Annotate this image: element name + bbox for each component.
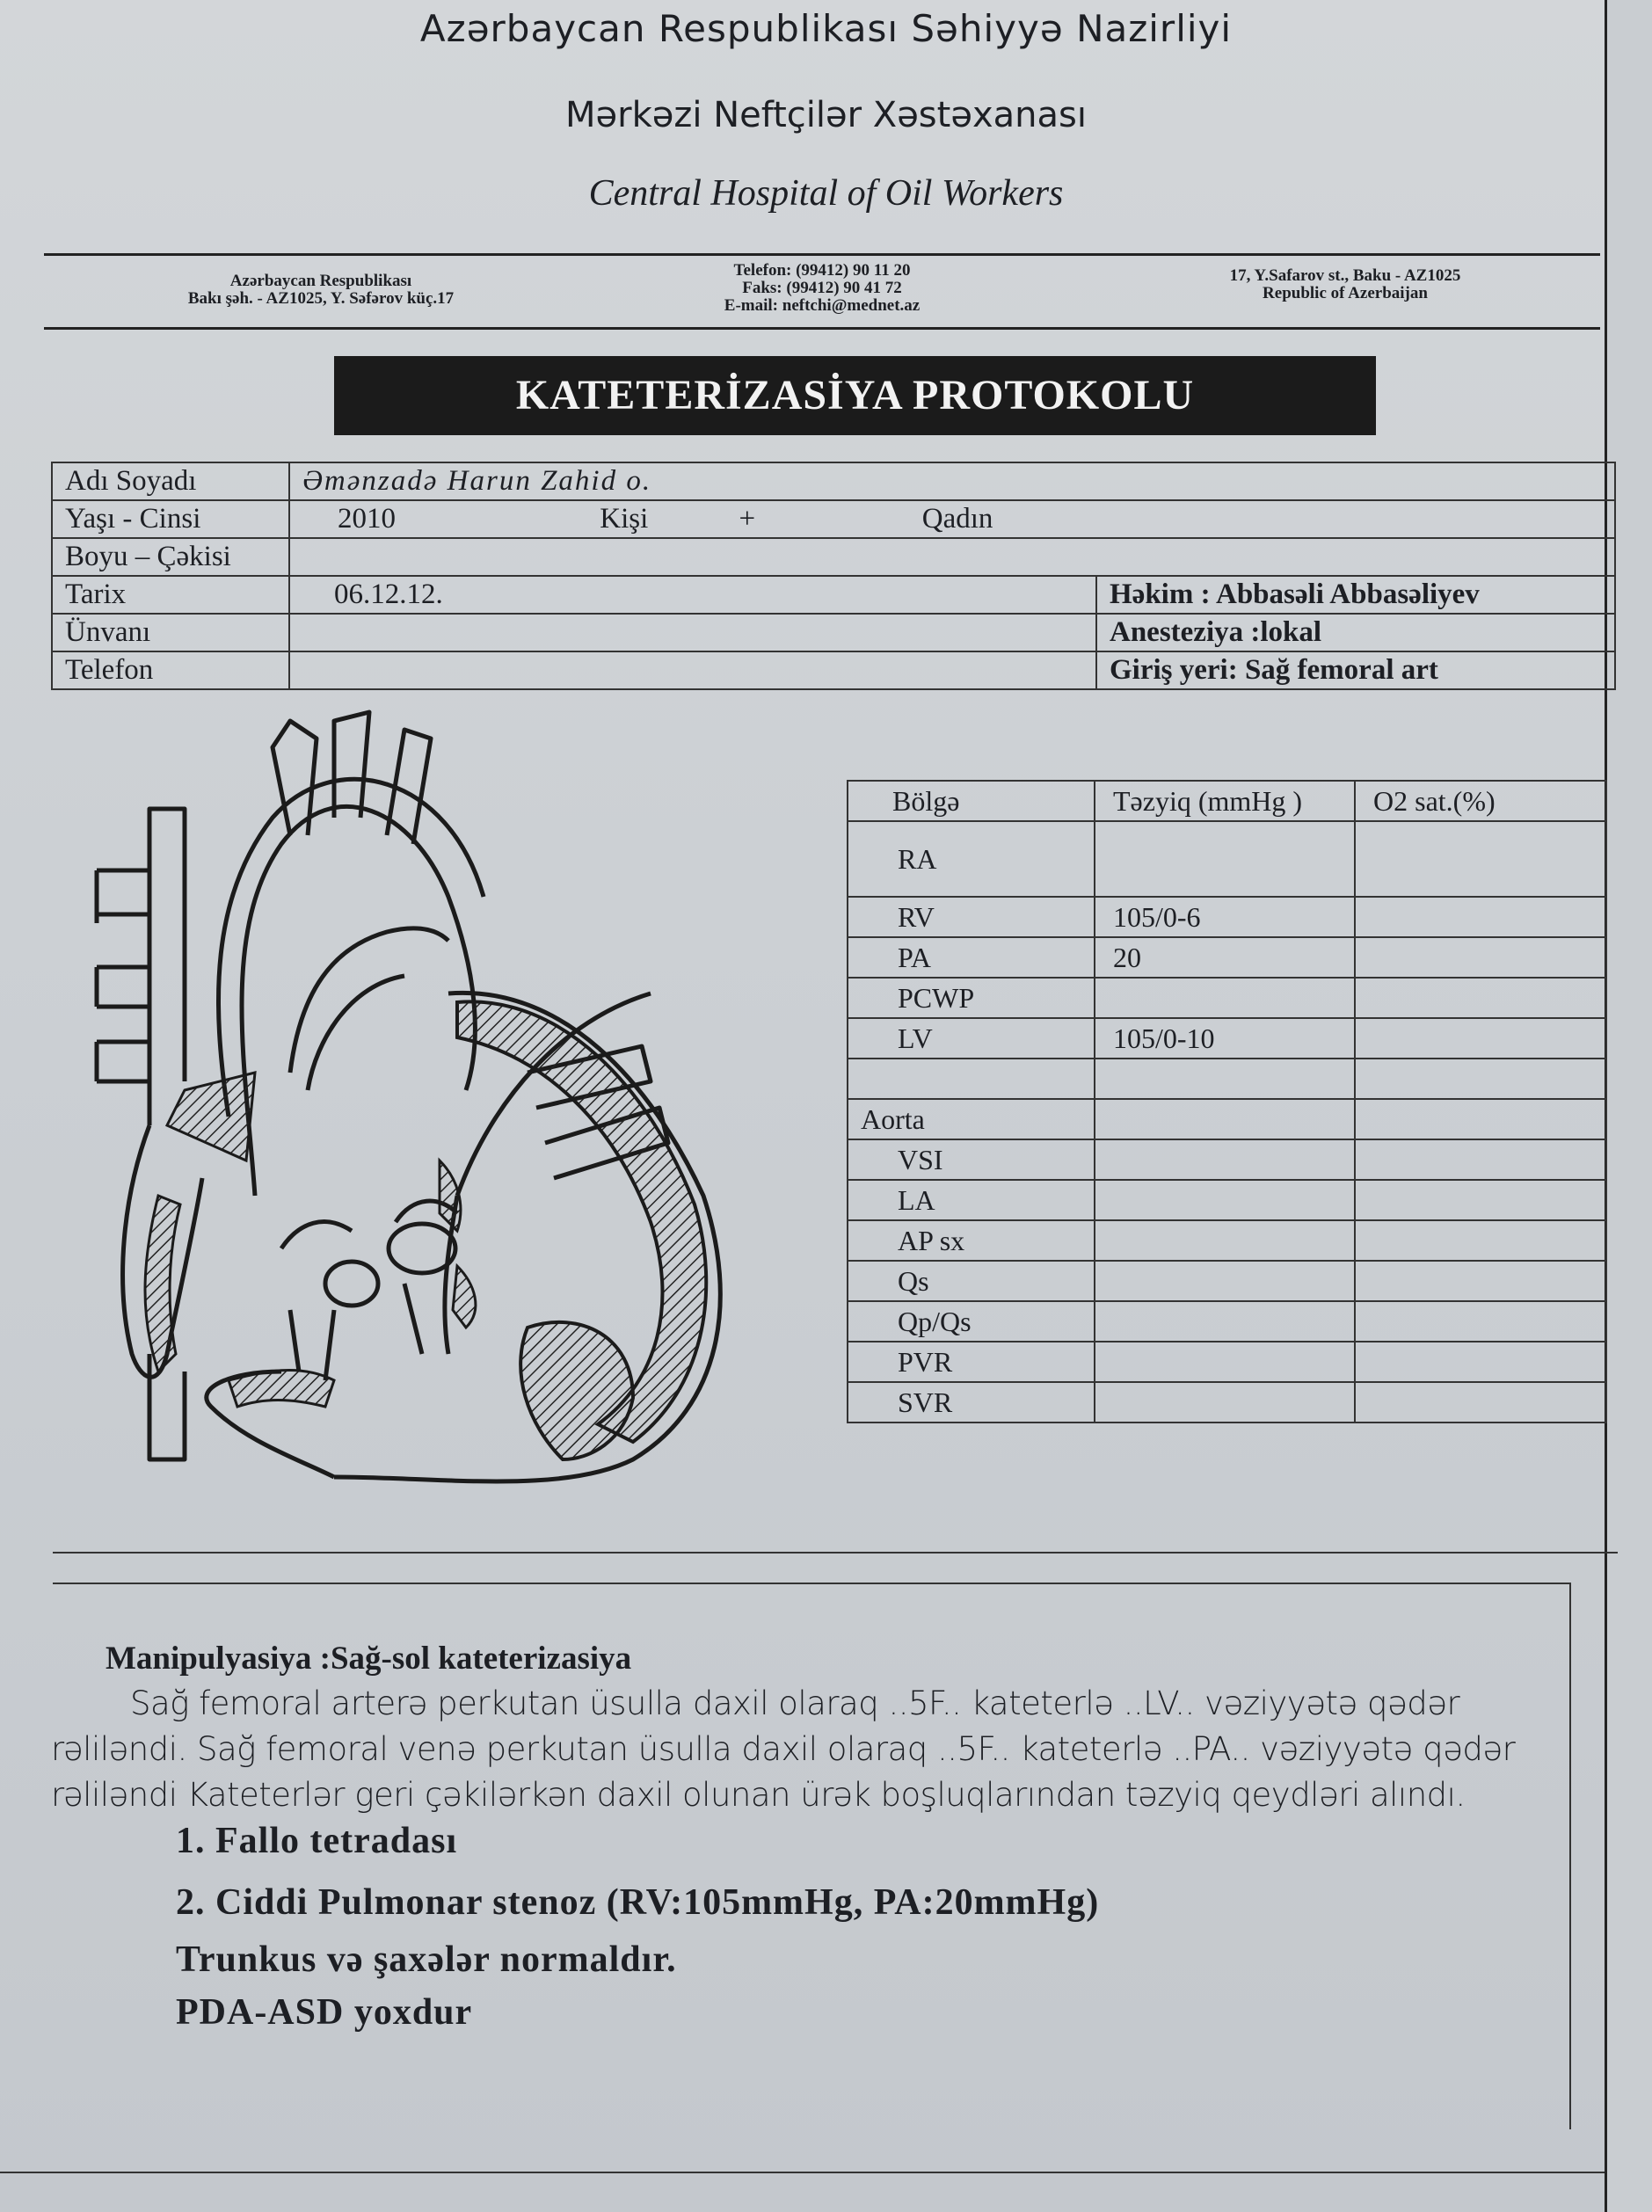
header-pressure: Təzyiq (mmHg ) xyxy=(1095,781,1355,821)
region-cell: Qp/Qs xyxy=(848,1301,1095,1342)
contact-info xyxy=(651,262,993,315)
table-row xyxy=(848,1099,1606,1139)
region-cell: AP sx xyxy=(848,1220,1095,1261)
address-value xyxy=(289,614,1096,651)
pressure-table xyxy=(847,780,1607,1423)
male-label: Kişi xyxy=(600,503,649,535)
name-value xyxy=(289,462,1615,500)
fax-text: Faks: (99412) 90 41 72 xyxy=(742,279,902,297)
table-row xyxy=(52,500,1615,538)
svc-top xyxy=(149,809,185,835)
diagnosis-4: PDA-ASD yoxdur xyxy=(176,1992,473,2033)
o2sat-cell xyxy=(1355,897,1606,937)
region-cell: RV xyxy=(848,897,1095,937)
email-text: E-mail: neftchi@mednet.az xyxy=(724,296,921,315)
pressure-cell xyxy=(1095,978,1355,1018)
address-en xyxy=(1143,267,1547,302)
region-cell: RA xyxy=(848,821,1095,897)
region-cell: SVR xyxy=(848,1382,1095,1423)
hospital-name-en: Central Hospital of Oil Workers xyxy=(588,173,1064,214)
table-row xyxy=(52,462,1615,500)
region-cell: LA xyxy=(848,1180,1095,1220)
pressure-cell xyxy=(1095,1382,1355,1423)
date-label: Tarix xyxy=(52,576,289,614)
table-row xyxy=(848,1301,1606,1342)
pressure-cell xyxy=(1095,1220,1355,1261)
o2sat-cell xyxy=(1355,1382,1606,1423)
age-label: Yaşı - Cinsi xyxy=(52,500,289,538)
pressure-cell xyxy=(1095,821,1355,897)
phone-label: Telefon xyxy=(52,651,289,689)
entry-text: Giriş yeri: Sağ femoral art xyxy=(1110,654,1438,686)
table-row xyxy=(52,614,1615,651)
entry-cell xyxy=(1096,651,1615,689)
address-en-line2: Republic of Azerbaijan xyxy=(1263,284,1428,302)
region-cell: LV xyxy=(848,1018,1095,1059)
table-row xyxy=(848,1018,1606,1059)
o2sat-cell xyxy=(1355,1180,1606,1220)
phone-text: Telefon: (99412) 90 11 20 xyxy=(733,261,911,280)
o2sat-cell xyxy=(1355,1099,1606,1139)
o2sat-cell xyxy=(1355,1018,1606,1059)
address-en-line1: 17, Y.Safarov st., Baku - AZ1025 xyxy=(1229,266,1461,285)
header-rule-top xyxy=(44,253,1600,256)
table-row xyxy=(52,651,1615,689)
table-row xyxy=(848,1180,1606,1220)
o2sat-cell xyxy=(1355,937,1606,978)
age-sex-value xyxy=(289,500,1615,538)
pressure-cell: 105/0-6 xyxy=(1095,897,1355,937)
table-row xyxy=(848,897,1606,937)
table-row xyxy=(848,821,1606,897)
height-label: Boyu – Çəkisi xyxy=(52,538,289,576)
table-row xyxy=(848,937,1606,978)
region-cell xyxy=(848,1059,1095,1099)
name-label: Adı Soyadı xyxy=(52,462,289,500)
o2sat-cell xyxy=(1355,821,1606,897)
region-cell: PA xyxy=(848,937,1095,978)
header-region: Bölgə xyxy=(848,781,1095,821)
procedure-paragraph xyxy=(51,1681,1546,1818)
male-mark: + xyxy=(739,503,756,535)
anesthesia-text: Anesteziya :lokal xyxy=(1110,616,1322,648)
name-value-text: Əmənzadə Harun Zahid o. xyxy=(302,465,652,497)
document-title: KATETERİZASİYA PROTOKOLU xyxy=(334,356,1376,435)
pressure-cell xyxy=(1095,1059,1355,1099)
o2sat-cell xyxy=(1355,1059,1606,1099)
address-label: Ünvanı xyxy=(52,614,289,651)
o2sat-cell xyxy=(1355,1261,1606,1301)
table-row xyxy=(848,1220,1606,1261)
height-value xyxy=(289,538,1615,576)
header-rule-bottom xyxy=(44,327,1600,330)
table-row xyxy=(848,1261,1606,1301)
doctor-text: Həkim : Abbasəli Abbasəliyev xyxy=(1110,578,1480,610)
o2sat-cell xyxy=(1355,1139,1606,1180)
table-row xyxy=(52,538,1615,576)
heart-diagram xyxy=(70,703,739,1495)
ministry-heading: Azərbaycan Respublikası Səhiyyə Nazirliyi xyxy=(419,7,1233,50)
date-value xyxy=(289,576,1096,614)
table-row xyxy=(52,576,1615,614)
pressure-cell: 20 xyxy=(1095,937,1355,978)
o2sat-cell xyxy=(1355,978,1606,1018)
o2sat-cell xyxy=(1355,1220,1606,1261)
date-value-text: 06.12.12. xyxy=(334,578,443,610)
pressure-cell xyxy=(1095,1342,1355,1382)
o2sat-cell xyxy=(1355,1301,1606,1342)
pressure-cell xyxy=(1095,1301,1355,1342)
pressure-cell xyxy=(1095,1099,1355,1139)
pressure-cell xyxy=(1095,1261,1355,1301)
table-row xyxy=(848,1139,1606,1180)
procedure-text: Sağ femoral arterə perkutan üsulla daxil olaraq ..5F.. kateterlə ..LV.. vəziyyətə qədər rəlilәndi. Sağ femoral venə perkutan üsulla daxil olaraq ..5F.. kateterlə ..PA.. vəziyyətə qədər rəlilәndi Kateterlər geri çəkilərkən daxil olunan ürək boşluqlarından təzyiq qeydləri alındı. xyxy=(51,1684,1516,1814)
diagnosis-1: 1. Fallo tetradası xyxy=(176,1821,458,1861)
pressure-cell xyxy=(1095,1180,1355,1220)
diagnosis-2: 2. Ciddi Pulmonar stenoz (RV:105mmHg, PA:20mmHg) xyxy=(176,1882,1100,1923)
table-row xyxy=(848,1059,1606,1099)
region-cell: PCWP xyxy=(848,978,1095,1018)
pressure-table-body xyxy=(848,821,1606,1423)
pressure-cell xyxy=(1095,1139,1355,1180)
table-row xyxy=(848,978,1606,1018)
address-az-line1: Azərbaycan Respublikası xyxy=(229,272,412,290)
female-label: Qadın xyxy=(921,503,993,535)
hospital-name-az: Mərkəzi Neftçilər Xəstəxanası xyxy=(565,95,1087,135)
table-row xyxy=(848,1342,1606,1382)
manipulation-heading: Manipulyasiya :Sağ-sol kateterizasiya xyxy=(106,1641,632,1677)
address-az-line2: Bakı şəh. - AZ1025, Y. Səfərov küç.17 xyxy=(187,289,455,308)
region-cell: PVR xyxy=(848,1342,1095,1382)
table-row xyxy=(848,1382,1606,1423)
header-o2sat: O2 sat.(%) xyxy=(1355,781,1606,821)
anesthesia-cell xyxy=(1096,614,1615,651)
notes-separator xyxy=(53,1552,1618,1553)
patient-info-table xyxy=(51,462,1616,690)
bottom-rule xyxy=(0,2172,1605,2173)
region-cell: Qs xyxy=(848,1261,1095,1301)
region-cell: VSI xyxy=(848,1139,1095,1180)
phone-value xyxy=(289,651,1096,689)
region-cell: Aorta xyxy=(848,1099,1095,1139)
pressure-cell: 105/0-10 xyxy=(1095,1018,1355,1059)
diagnosis-3: Trunkus və şaxələr normaldır. xyxy=(176,1939,677,1980)
table-header-row xyxy=(848,781,1606,821)
o2sat-cell xyxy=(1355,1342,1606,1382)
address-az xyxy=(132,273,510,308)
doctor-cell xyxy=(1096,576,1615,614)
age-value: 2010 xyxy=(338,503,396,535)
